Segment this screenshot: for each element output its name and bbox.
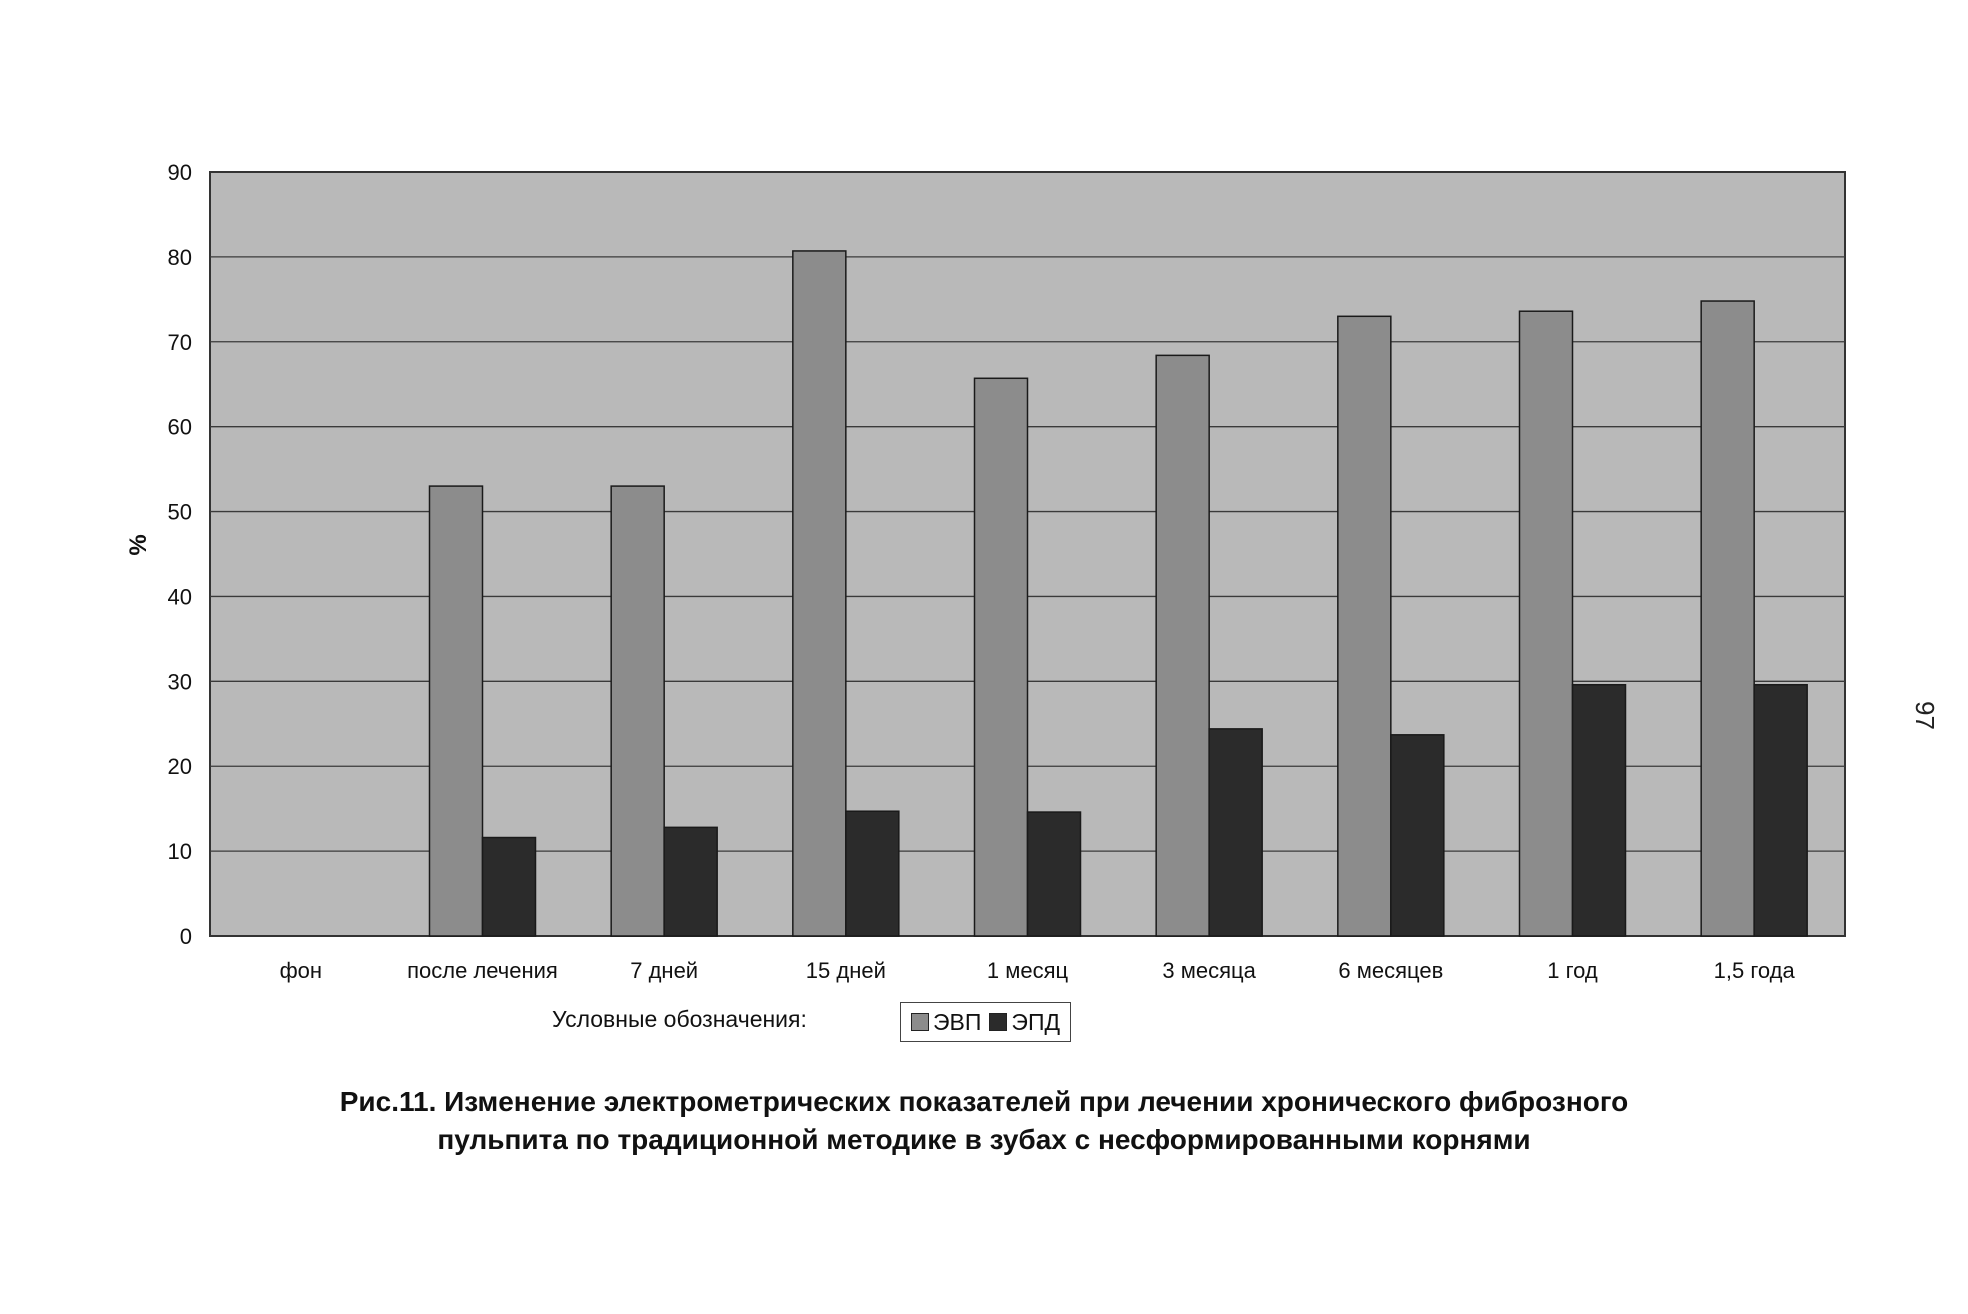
legend-title: Условные обозначения: — [552, 1006, 807, 1032]
y-tick-label: 30 — [167, 669, 192, 695]
page-number: 97 — [1909, 701, 1940, 730]
x-tick-label: 1,5 года — [1713, 958, 1795, 983]
legend-item-evp — [911, 1009, 981, 1036]
bar-evp — [1338, 316, 1391, 936]
bar-epd — [846, 811, 899, 936]
bar-evp — [975, 378, 1028, 936]
bar-epd — [483, 838, 536, 936]
y-axis-label: % — [125, 534, 152, 556]
x-tick-label: 7 дней — [630, 958, 699, 983]
y-tick-labels — [168, 160, 192, 949]
legend-label-epd: ЭПД — [1011, 1008, 1061, 1035]
bar-epd — [664, 827, 717, 936]
x-tick-label: 6 месяцев — [1338, 958, 1444, 983]
legend-swatch-epd — [989, 1013, 1007, 1031]
caption-line-2: пульпита по традиционной методике в зубах с несформированными корнями — [437, 1124, 1531, 1155]
figure-caption — [0, 1083, 1968, 1159]
bar-epd — [1209, 729, 1262, 936]
bar-epd — [1573, 685, 1626, 936]
y-tick-label: 0 — [179, 924, 192, 949]
y-tick-label: 40 — [167, 584, 192, 610]
bar-evp — [611, 486, 664, 936]
x-tick-label: после лечения — [407, 958, 558, 983]
y-tick-label: 90 — [167, 160, 192, 185]
x-tick-label: 1 год — [1547, 958, 1598, 983]
legend-swatch-evp — [911, 1013, 929, 1031]
y-tick-label: 50 — [167, 499, 192, 525]
y-tick-label: 70 — [167, 329, 192, 355]
legend-item-epd — [989, 1009, 1060, 1036]
y-tick-label: 20 — [167, 754, 192, 780]
y-tick-label: 10 — [167, 839, 192, 865]
y-tick-label: 60 — [167, 414, 192, 440]
x-tick-label: фон — [279, 958, 323, 983]
x-tick-labels — [280, 958, 1796, 983]
x-tick-label: 15 дней — [805, 958, 886, 983]
bar-evp — [1520, 311, 1573, 936]
bar-epd — [1028, 812, 1081, 936]
caption-line-1: Рис.11. Изменение электрометрических показателей при лечении хронического фиброзного — [339, 1086, 1629, 1117]
bar-evp — [1156, 355, 1209, 936]
bar-evp — [1701, 301, 1754, 936]
bar-epd — [1754, 685, 1807, 936]
bar-evp — [430, 486, 483, 936]
bar-evp — [793, 251, 846, 936]
x-tick-label: 3 месяца — [1162, 958, 1256, 983]
legend-label-evp: ЭВП — [933, 1008, 982, 1035]
x-tick-label: 1 месяц — [986, 958, 1069, 983]
y-tick-label: 80 — [167, 244, 192, 270]
bar-epd — [1391, 735, 1444, 936]
legend — [900, 1002, 1071, 1042]
